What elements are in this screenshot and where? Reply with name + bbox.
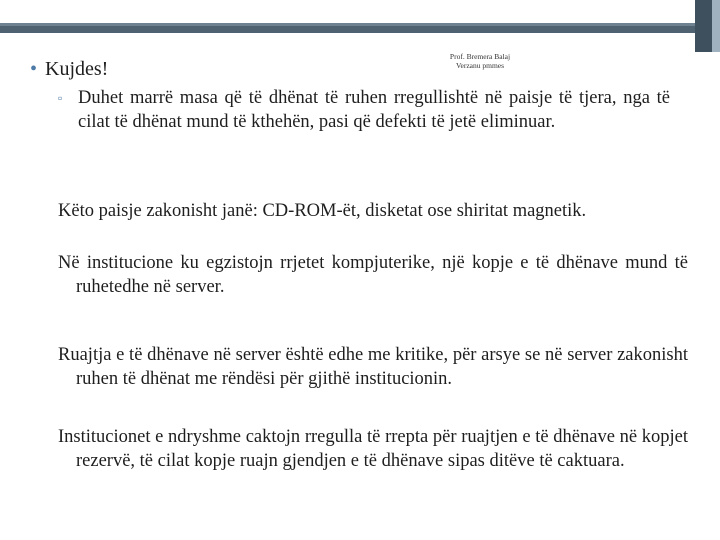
author-subtitle: Verzanu pmmes [455, 61, 505, 70]
corner-accent-light [712, 0, 720, 52]
paragraph-server-storage: Ruajtja e të dhënave në server është edhe me kritike, për arsye se në server zakonisht ruhen të dhënat me rëndësi për gjithë institucionin. [58, 345, 688, 389]
paragraph-storage-devices: Këto paisje zakonisht janë: CD-ROM-ët, disketat ose shiritat magnetik. [58, 201, 587, 221]
bullet-item [30, 56, 108, 82]
header-bar-highlight [0, 23, 695, 26]
paragraph-backup-rules: Institucionet e ndryshme caktojn rregulla të rrepta për ruajtjen e të dhënave në kopjet rezervë, të cilat kopje ruajn gjendjen e të dhënave sipas ditëve të caktuara. [58, 427, 688, 471]
sub-bullet-text: Duhet marrë masa që të dhënat të ruhen rregullishtë në paisje të tjera, nga të cilat të dhënat mund të kthehën, pasi që defekti të jetë eliminuar. [78, 88, 670, 132]
bullet-title: Kujdes! [45, 58, 109, 80]
corner-accent-dark [695, 0, 712, 52]
bullet-dot-icon: • [30, 58, 38, 80]
author-label [430, 52, 530, 70]
author-name: Prof. Bremera Balaj [449, 52, 511, 61]
sub-bullet-item [58, 86, 670, 134]
paragraph-network-server: Në institucione ku egzistojn rrjetet kompjuterike, një kopje e të dhënave mund të ruhetedhe në server. [58, 253, 688, 297]
slide-top-band [0, 0, 720, 24]
square-bullet-icon: ▫ [58, 91, 63, 105]
